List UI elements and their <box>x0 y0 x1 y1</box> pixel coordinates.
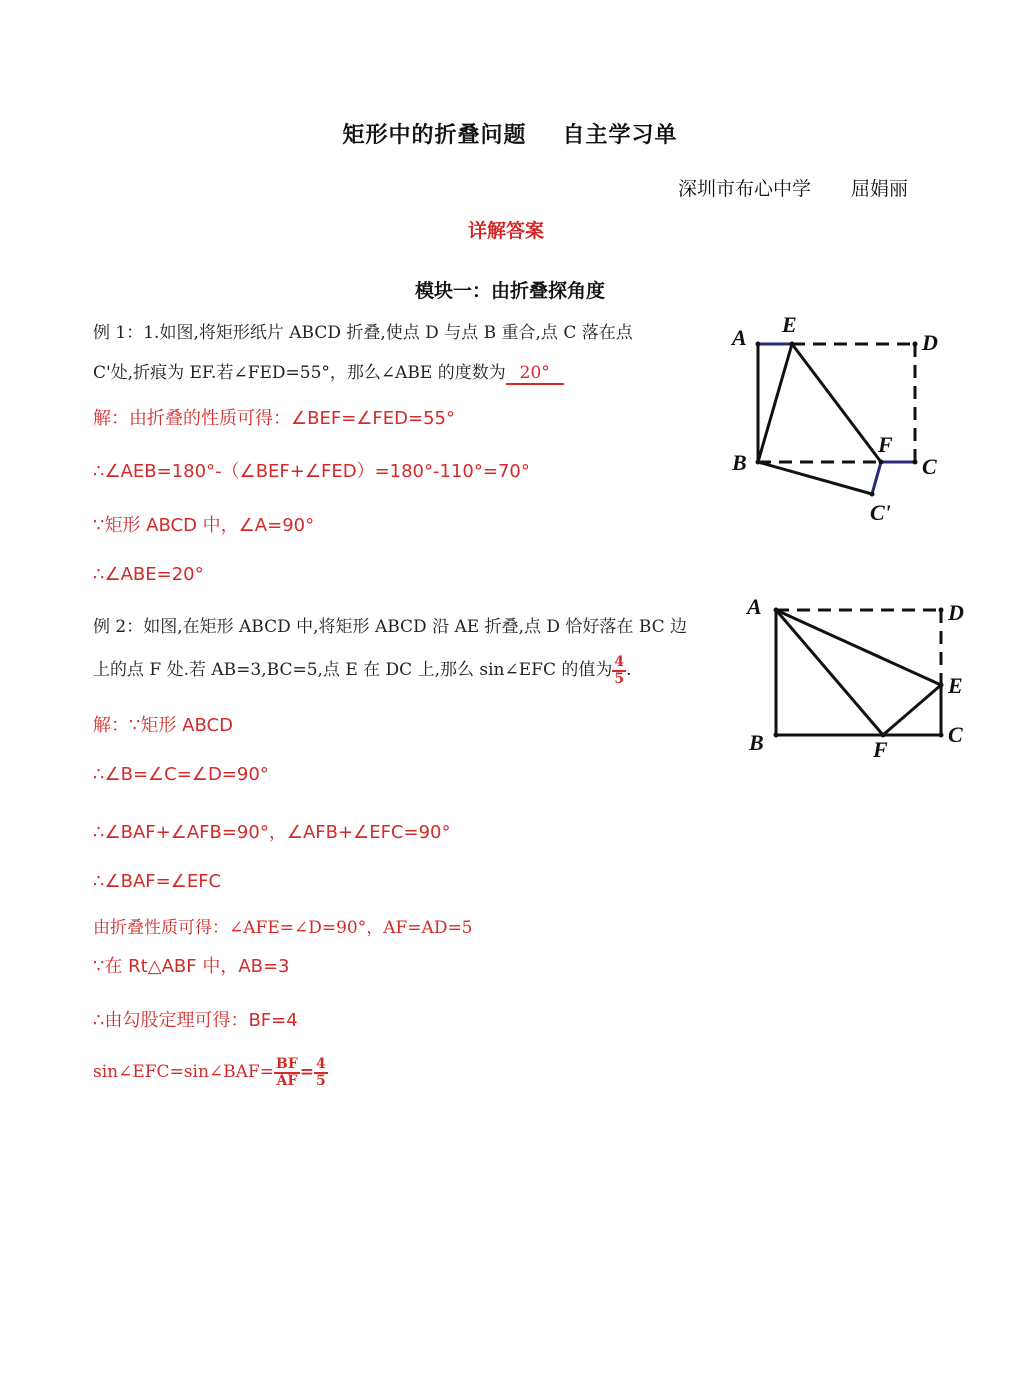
label-C: C <box>922 454 937 479</box>
figure1-diagram <box>725 310 965 530</box>
label-E: E <box>782 312 797 337</box>
figure2-diagram <box>740 590 980 770</box>
example2-question-text: 上的点 F 处.若 AB=3,BC=5,点 E 在 DC 上,那么 sin∠EFC 的值为 <box>93 660 613 680</box>
example1-solution-line: ∴∠AEB=180°-（∠BEF+∠FED）=180°-110°=70° <box>93 461 530 482</box>
example1-question-line2 <box>93 358 564 385</box>
fraction-numerator: 4 <box>316 1055 326 1072</box>
label-D: D <box>948 600 964 625</box>
example2-solution-line: ∴由勾股定理可得：BF=4 <box>93 1010 298 1031</box>
example1-solution-line: 解：由折叠的性质可得：∠BEF=∠FED=55° <box>93 408 456 429</box>
label-E: E <box>948 673 963 698</box>
fraction-numerator: 4 <box>614 653 625 670</box>
example2-solution-line: ∵在 Rt△ABF 中，AB=3 <box>93 956 290 977</box>
author-line <box>678 174 908 201</box>
example2-question-line1: 例 2：如图,在矩形 ABCD 中,将矩形 ABCD 沿 AE 折叠,点 D 恰好落在 BC 边 <box>93 617 688 637</box>
final-fraction-bf-af <box>274 1057 300 1089</box>
example2-solution-line: ∴∠BAF+∠AFB=90°，∠AFB+∠EFC=90° <box>93 822 451 843</box>
example1-question-line1: 例 1：1.如图,将矩形纸片 ABCD 折叠,使点 D 与点 B 重合,点 C 落在点 <box>93 323 633 343</box>
example2-solution-line: ∴∠B=∠C=∠D=90° <box>93 764 269 785</box>
label-F: F <box>878 432 893 457</box>
label-B: B <box>732 450 747 475</box>
example2-answer-fraction <box>612 655 626 687</box>
title-sub: 自主学习单 <box>562 123 678 148</box>
fraction-denominator: 5 <box>614 670 625 687</box>
label-C: C <box>948 722 963 747</box>
example2-solution-line: 解：∵矩形 ABCD <box>93 715 233 736</box>
example1-question-text: C'处,折痕为 EF.若∠FED=55°，那么∠ABE 的度数为 <box>93 363 506 383</box>
final-fraction-4-5 <box>314 1057 328 1089</box>
example2-final-line <box>93 1050 328 1094</box>
fraction-numerator: BF <box>275 1055 298 1072</box>
example2-solution-line: 由折叠性质可得：∠AFE=∠D=90°，AF=AD=5 <box>93 918 473 938</box>
page-title <box>0 118 1020 149</box>
label-F: F <box>873 737 888 762</box>
label-C-prime: C' <box>870 500 891 525</box>
example2-solution-line: ∴∠BAF=∠EFC <box>93 871 222 892</box>
example2-question-line2 <box>93 648 632 692</box>
label-B: B <box>749 730 764 755</box>
example1-solution-line: ∵矩形 ABCD 中，∠A=90° <box>93 515 315 536</box>
author-name: 屈娟丽 <box>851 178 909 200</box>
example2-line-end: . <box>626 660 632 680</box>
fraction-denominator: 5 <box>316 1072 326 1089</box>
label-A: A <box>747 594 762 619</box>
module-heading: 模块一：由折叠探角度 <box>414 280 605 302</box>
answer-heading: 详解答案 <box>467 220 544 242</box>
title-main: 矩形中的折叠问题 <box>342 123 527 148</box>
label-A: A <box>732 325 747 350</box>
final-prefix: sin∠EFC=sin∠BAF= <box>93 1062 274 1082</box>
label-D: D <box>922 330 938 355</box>
example1-answer-blank: 20° <box>506 363 564 385</box>
author-school: 深圳市布心中学 <box>678 178 812 200</box>
fraction-denominator: AF <box>276 1072 298 1089</box>
final-equals: = <box>299 1062 315 1082</box>
example1-solution-line: ∴∠ABE=20° <box>93 564 204 585</box>
